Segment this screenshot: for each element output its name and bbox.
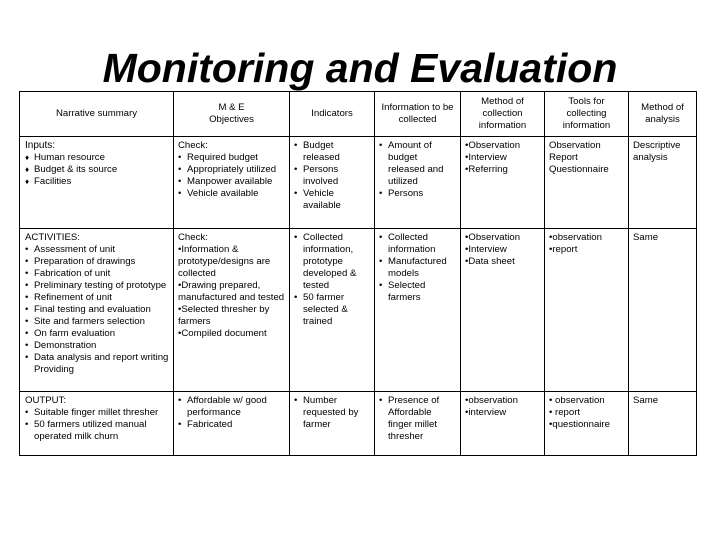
list-item: ♦ Human resource bbox=[25, 152, 169, 164]
list-item: • Presence of Affordable finger millet thresher bbox=[379, 395, 456, 443]
cell-info bbox=[375, 229, 461, 392]
cell-indicators bbox=[290, 229, 375, 392]
list-item: •Referring bbox=[465, 164, 508, 175]
header-method-collection: Method of collection information bbox=[461, 92, 545, 137]
cell-method-collection bbox=[461, 137, 545, 229]
list-item: • Budget released bbox=[294, 140, 370, 164]
header-objectives-line2: Objectives bbox=[209, 114, 254, 125]
list-item: • Preparation of drawings bbox=[25, 256, 169, 268]
list-item: • observation bbox=[549, 395, 605, 406]
list-item: • Suitable finger millet thresher bbox=[25, 407, 169, 419]
cell-narrative bbox=[20, 392, 174, 456]
list-item: • On farm evaluation bbox=[25, 328, 169, 340]
list-item: • Collected information, prototype developed & tested bbox=[294, 232, 370, 292]
list-item: •Information & prototype/designs are collected bbox=[178, 244, 271, 279]
cell-method-collection bbox=[461, 229, 545, 392]
cell-objectives bbox=[174, 392, 290, 456]
monitoring-evaluation-table bbox=[19, 91, 697, 456]
list-item: • Persons bbox=[379, 188, 456, 200]
list-item: • Appropriately utilized bbox=[178, 164, 285, 176]
list-item: • Assessment of unit bbox=[25, 244, 169, 256]
list-item: Report bbox=[549, 152, 578, 163]
cell-tools bbox=[545, 229, 629, 392]
cell-objectives bbox=[174, 229, 290, 392]
list-item: •Drawing prepared, manufactured and tested bbox=[178, 280, 285, 303]
list-item: • Fabricated bbox=[178, 419, 285, 431]
list-item: •observation bbox=[549, 232, 602, 243]
table-row-inputs bbox=[20, 137, 697, 229]
list-item: • Number requested by farmer bbox=[294, 395, 370, 431]
header-indicators: Indicators bbox=[290, 92, 375, 137]
cell-objectives bbox=[174, 137, 290, 229]
list-item: •Observation bbox=[465, 140, 521, 151]
cell-method-analysis: Same bbox=[629, 392, 697, 456]
header-narrative: Narrative summary bbox=[20, 92, 174, 137]
list-item: • 50 farmers utilized manual operated milk churn bbox=[25, 419, 169, 443]
cell-indicators bbox=[290, 392, 375, 456]
check-label: Check: bbox=[178, 232, 208, 243]
cell-info bbox=[375, 137, 461, 229]
list-item: •report bbox=[549, 244, 578, 255]
list-item: •Selected thresher by farmers bbox=[178, 304, 270, 327]
list-item: •Interview bbox=[465, 152, 507, 163]
section-label: ACTIVITIES: bbox=[25, 232, 80, 243]
list-item: Questionnaire bbox=[549, 164, 609, 175]
list-item: • Data analysis and report writing Providing bbox=[25, 352, 169, 376]
list-item: •questionnaire bbox=[549, 419, 610, 430]
check-label: Check: bbox=[178, 140, 208, 151]
header-tools: Tools for collecting information bbox=[545, 92, 629, 137]
list-item: Observation bbox=[549, 140, 601, 151]
list-item: • Amount of budget released and utilized bbox=[379, 140, 456, 188]
list-item: • Vehicle available bbox=[294, 188, 370, 212]
header-objectives bbox=[174, 92, 290, 137]
header-info: Information to be collected bbox=[375, 92, 461, 137]
cell-tools bbox=[545, 137, 629, 229]
list-item: • Persons involved bbox=[294, 164, 370, 188]
list-item: • Demonstration bbox=[25, 340, 169, 352]
list-item: • report bbox=[549, 407, 581, 418]
list-item: • Fabrication of unit bbox=[25, 268, 169, 280]
page-title: Monitoring and Evaluation bbox=[102, 45, 618, 91]
cell-indicators bbox=[290, 137, 375, 229]
list-item: •Interview bbox=[465, 244, 507, 255]
list-item: • Manpower available bbox=[178, 176, 285, 188]
cell-method-analysis: Same bbox=[629, 229, 697, 392]
cell-narrative bbox=[20, 229, 174, 392]
section-label: Inputs: bbox=[25, 140, 56, 151]
header-method-analysis: Method of analysis bbox=[629, 92, 697, 137]
header-row bbox=[20, 92, 697, 137]
section-label: OUTPUT: bbox=[25, 395, 67, 406]
list-item: •Data sheet bbox=[465, 256, 515, 267]
list-item: •Compiled document bbox=[178, 328, 267, 339]
list-item: ♦ Budget & its source bbox=[25, 164, 169, 176]
list-item: •interview bbox=[465, 407, 507, 418]
table-row-activities bbox=[20, 229, 697, 392]
list-item: • Manufactured models bbox=[379, 256, 456, 280]
list-item: • Final testing and evaluation bbox=[25, 304, 169, 316]
list-item: • Refinement of unit bbox=[25, 292, 169, 304]
cell-narrative bbox=[20, 137, 174, 229]
cell-info bbox=[375, 392, 461, 456]
list-item: •observation bbox=[465, 395, 518, 406]
cell-tools bbox=[545, 392, 629, 456]
list-item: • Vehicle available bbox=[178, 188, 285, 200]
list-item: • Site and farmers selection bbox=[25, 316, 169, 328]
list-item: • Selected farmers bbox=[379, 280, 456, 304]
list-item: • Preliminary testing of prototype bbox=[25, 280, 169, 292]
cell-method-collection bbox=[461, 392, 545, 456]
list-item: • Collected information bbox=[379, 232, 456, 256]
list-item: • 50 farmer selected & trained bbox=[294, 292, 370, 328]
list-item: • Affordable w/ good performance bbox=[178, 395, 285, 419]
list-item: •Observation bbox=[465, 232, 521, 243]
list-item: • Required budget bbox=[178, 152, 285, 164]
list-item: ♦ Facilities bbox=[25, 176, 169, 188]
cell-method-analysis: Descriptive analysis bbox=[629, 137, 697, 229]
header-objectives-line1: M & E bbox=[218, 102, 245, 113]
table-row-output bbox=[20, 392, 697, 456]
